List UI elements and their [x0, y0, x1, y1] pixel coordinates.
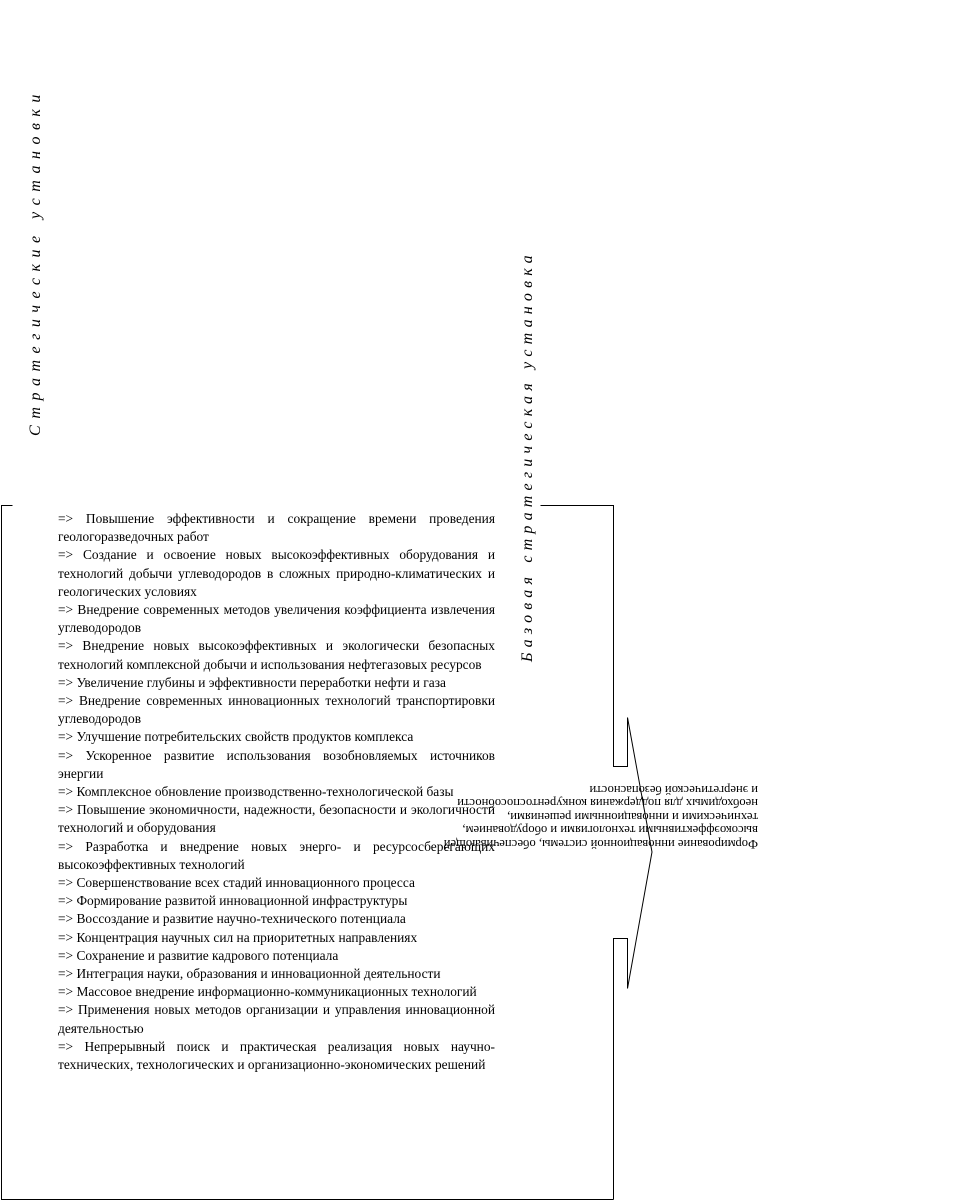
list-item: => Улучшение потребительских свойств продуктов комплекса — [58, 729, 414, 745]
list-item: => Создание и освоение новых высокоэффективных оборудования и технологий добычи углеводородов в сложных природно-климатических и геологических условиях — [58, 547, 495, 599]
list-item: => Воссоздание и развитие научно-технического потенциала — [58, 911, 406, 927]
list-item: => Внедрение новых высокоэффективных и экологически безопасных технологий комплексной добычи и использования нефтегазовых ресурсов — [58, 638, 495, 672]
list-item: => Массовое внедрение информационно-коммуникационных технологий — [58, 984, 477, 1000]
list-item: => Повышение эффективности и сокращение времени проведения геологоразведочных работ — [58, 511, 495, 545]
list-item: => Концентрация научных сил на приоритетных направлениях — [58, 929, 418, 945]
right-bracket-lower — [614, 939, 628, 1200]
base-strategic-goal-title: Базовая стратегическая установка — [519, 250, 536, 662]
list-item: => Интеграция науки, образования и инновационной деятельности — [58, 966, 441, 982]
list-item: => Совершенствование всех стадий инновационного процесса — [58, 875, 415, 891]
right-bracket-upper — [541, 506, 628, 767]
goal-line: и энергетической безопасности — [589, 782, 758, 797]
goal-statement — [443, 782, 758, 851]
goal-line: Формирование инновационной системы, обеспечивающей — [443, 837, 758, 851]
list-item: => Ускоренное развитие использования возобновляемых источников энергии — [58, 747, 495, 781]
list-item: => Внедрение современных методов увеличения коэффициента извлечения углеводородов — [58, 602, 495, 636]
list-item: => Повышение экономичности, надежности, безопасности и экологичности технологий и оборудования — [58, 802, 495, 836]
goal-line: техническими и инновационными решениями, — [507, 809, 758, 824]
initiatives-list — [58, 510, 495, 1074]
list-item: => Внедрение современных инновационных технологий транспортировки углеводородов — [58, 693, 495, 727]
goal-line: высокоэффективными технологиями и оборудованием, — [462, 823, 758, 838]
list-item: => Комплексное обновление производственно-технологической базы — [58, 784, 454, 800]
strategic-goals-title: Стратегические установки — [27, 88, 44, 436]
list-item: => Разработка и внедрение новых энерго- и ресурсосберегающих высокоэффективных технологий — [58, 838, 495, 872]
list-item: => Непрерывный поиск и практическая реализация новых научно-технических, технологических и организационно-экономических решений — [58, 1038, 495, 1073]
list-item: => Сохранение и развитие кадрового потенциала — [58, 947, 339, 963]
goal-line: необходимых для поддержания конкурентоспособности — [457, 796, 758, 811]
arrow-head — [628, 718, 653, 989]
list-item: => Увеличение глубины и эффективности переработки нефти и газа — [58, 674, 446, 690]
list-item: => Применения новых методов организации и управления инновационной деятельностью — [58, 1002, 495, 1036]
list-item: => Формирование развитой инновационной инфраструктуры — [58, 893, 408, 909]
